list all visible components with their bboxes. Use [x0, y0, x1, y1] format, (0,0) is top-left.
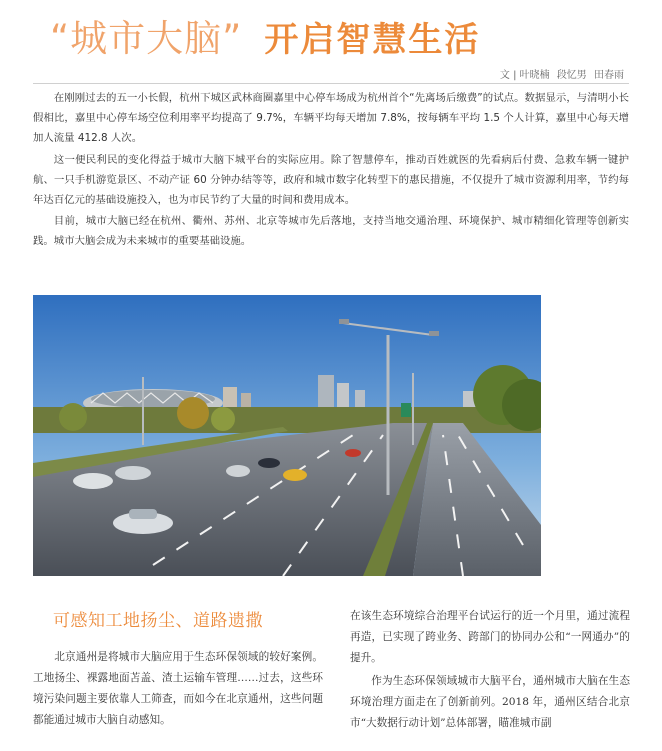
header-divider: [33, 83, 629, 84]
byline: [496, 66, 624, 81]
intro-text: [33, 88, 629, 253]
article-title: [50, 8, 480, 62]
byline-author: 田春雨: [594, 70, 624, 81]
body-paragraph: 作为生态环保领域城市大脑平台，通州城市大脑在生态环境治理方面走在了创新前列。2018 年，通州区结合北京市“大数据行动计划”总体部署，瞄准城市副: [350, 675, 630, 729]
body-paragraph: 在该生态环境综合治理平台试运行的近一个月里，通过流程再造，已实现了跨业务、跨部门的协同办公和“一网通办”的提升。: [350, 610, 630, 664]
byline-prefix: 文 | 叶晓楠: [499, 70, 550, 81]
left-column: [33, 606, 323, 731]
title-part-smart-life: 开启智慧生活: [264, 20, 481, 60]
intro-paragraph: 在刚刚过去的五一小长假，杭州下城区武林商圈嘉里中心停车场成为杭州首个“先离场后缴费”的试点。数据显示，与清明小长假相比，嘉里中心停车场空位利用率平均提高了 9.7%，车辆平均每天增加 7.8%，按每辆车平均 1.5 个人计算，嘉里中心每天增加人流量 412.8 人次。: [33, 92, 629, 145]
title-part-city-brain: “城市大脑”: [50, 17, 243, 60]
body-paragraph: 北京通州是将城市大脑应用于生态环保领域的较好案例。工地扬尘、裸露地面苫盖、渣土运输车管理……过去，这些环境污染问题主要依靠人工筛查，而如今在北京通州，这些问题都能通过城市大脑自动感知。: [33, 651, 323, 726]
byline-author: 段忆男: [556, 70, 587, 81]
intro-paragraph: 目前，城市大脑已经在杭州、衢州、苏州、北京等城市先后落地，支持当地交通治理、环境保护、城市精细化管理等创新实践。城市大脑会成为未来城市的重要基础设施。: [33, 215, 629, 248]
section-heading: 可感知工地扬尘、道路遗撒: [53, 611, 263, 631]
intro-paragraph: 这一便民利民的变化得益于城市大脑下城平台的实际应用。除了智慧停车，推动百姓就医的先看病后付费、急救车辆一键护航、一只手机游览景区、不动产证 60 分钟办结等等，政府和城市数字化转型下的惠民措施，不仅提升了城市资源利用率，节约每年达百亿元的基础设施投入，也为市民节约了大量的时间和费用成本。: [33, 153, 629, 207]
city-road-photo: [33, 295, 541, 576]
right-column: [350, 606, 630, 734]
